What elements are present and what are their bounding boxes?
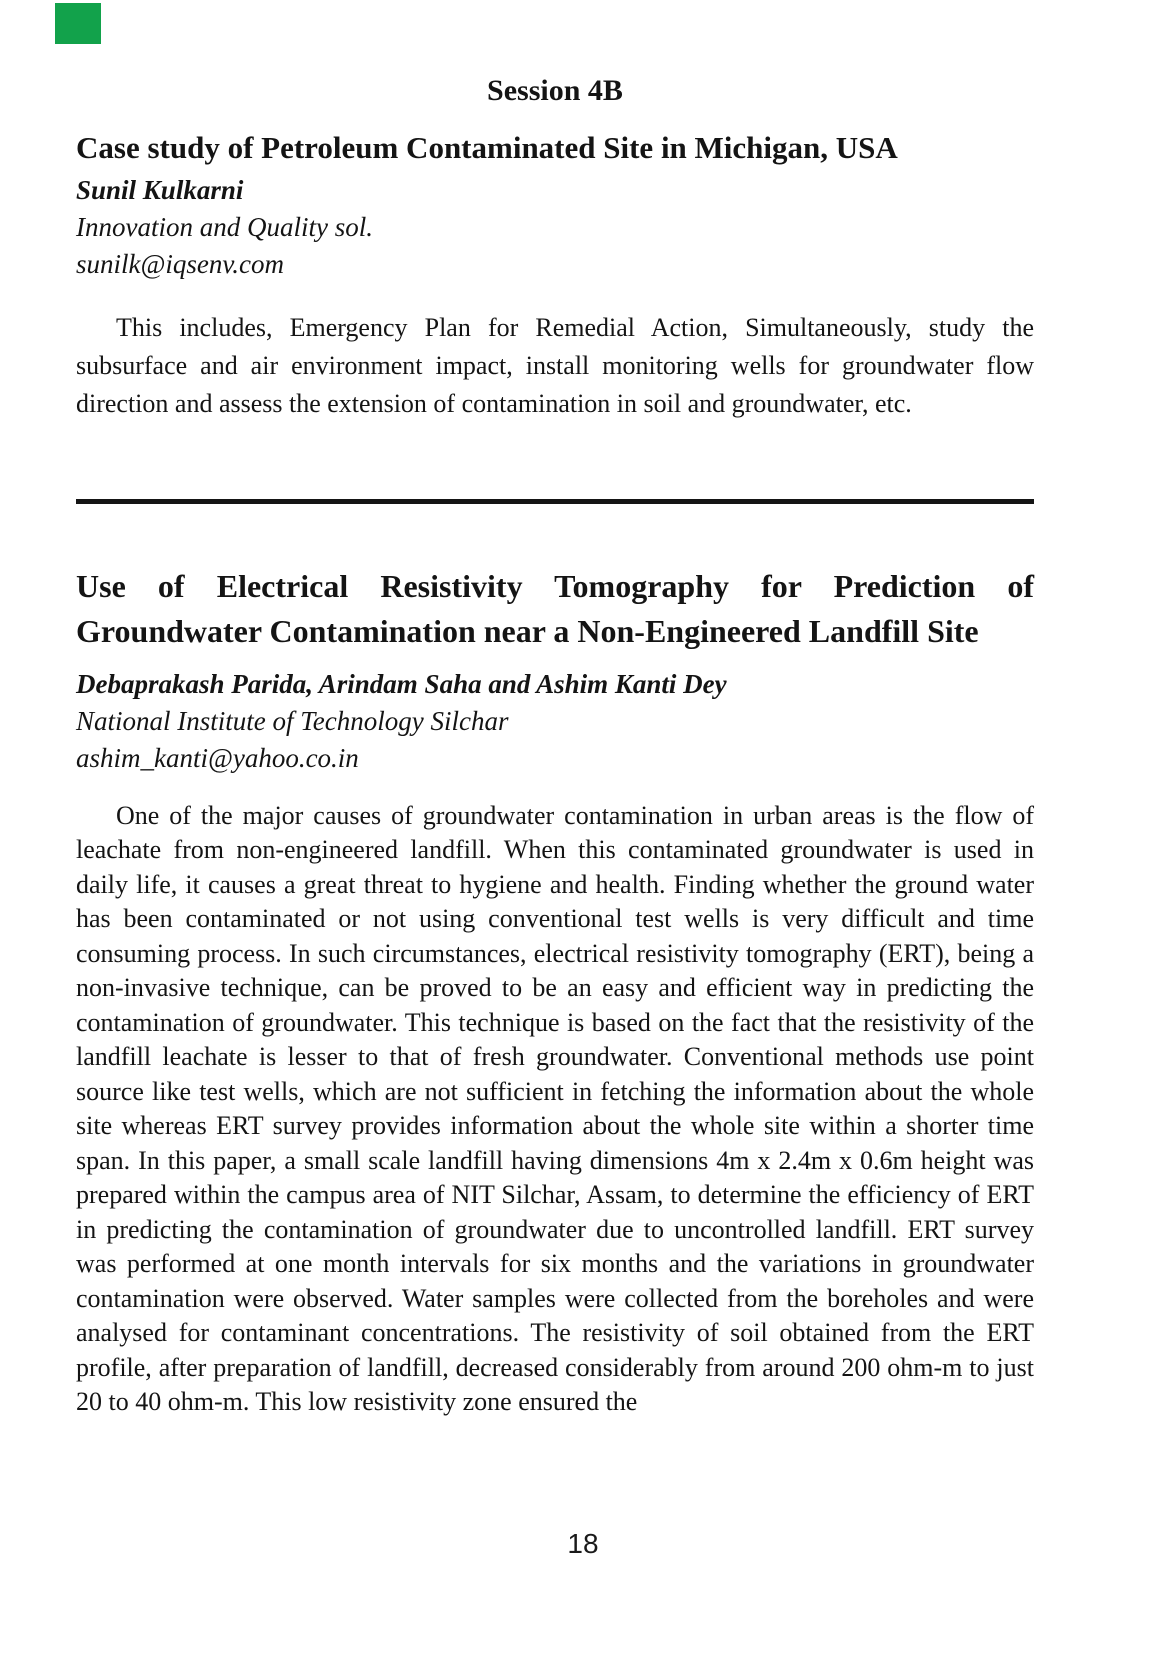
abstract1-authors: Sunil Kulkarni xyxy=(76,174,244,205)
abstract1-title: Case study of Petroleum Contaminated Site in Michigan, USA xyxy=(76,129,898,165)
green-corner-scan-mark xyxy=(55,3,101,44)
abstract2-title: Use of Electrical Resistivity Tomography for Prediction of Groundwater Contamination near a Non-Engineered Landfill Site xyxy=(76,567,1034,649)
abstract1-affiliation: Innovation and Quality sol. xyxy=(76,211,373,242)
abstract-entry-1 xyxy=(76,129,1034,423)
session-header: Session 4B xyxy=(487,74,623,107)
abstract2-body: One of the major causes of groundwater contamination in urban areas is the flow of leachate from non-engineered landfill. When this contaminated groundwater is used in daily life, it causes a great threat to hygiene and health. Finding whether the ground water has been contaminated or not using conventional test wells is very difficult and time consuming process. In such circumstances, electrical resistivity tomography (ERT), being a non-invasive technique, can be proved to be an easy and efficient way in predicting the contamination of groundwater. This technique is based on the fact that the resistivity of the landfill leachate is lesser to that of fresh groundwater. Conventional methods use point source like test wells, which are not sufficient in fetching the information about the whole site whereas ERT survey provides information about the whole site within a shorter time span. In this paper, a small scale landfill having dimensions 4m x 2.4m x 0.6m height was prepared within the campus area of NIT Silchar, Assam, to determine the efficiency of ERT in predicting the contamination of groundwater due to uncontrolled landfill. ERT survey was performed at one month intervals for six months and the variations in groundwater contamination were observed. Water samples were collected from the boreholes and were analysed for contaminant concentrations. The resistivity of soil obtained from the ERT profile, after preparation of landfill, decreased considerably from around 200 ohm-m to just 20 to 40 ohm-m. This low resistivity zone ensured the xyxy=(76,800,1034,1417)
abstract2-authors: Debaprakash Parida, Arindam Saha and Ashim Kanti Dey xyxy=(76,668,727,699)
page-number: 18 xyxy=(567,1528,599,1559)
abstract2-email: ashim_kanti@yahoo.co.in xyxy=(76,742,359,773)
section-divider-rule xyxy=(76,499,1034,504)
abstract1-email: sunilk@iqsenv.com xyxy=(76,248,285,279)
abstract2-affiliation: National Institute of Technology Silchar xyxy=(76,705,509,736)
abstract-entry-2 xyxy=(76,564,1034,1420)
abstract1-body: This includes, Emergency Plan for Remedial Action, Simultaneously, study the subsurface and air environment impact, install monitoring wells for groundwater flow direction and assess the extension of contamination in soil and groundwater, etc. xyxy=(76,312,1034,418)
